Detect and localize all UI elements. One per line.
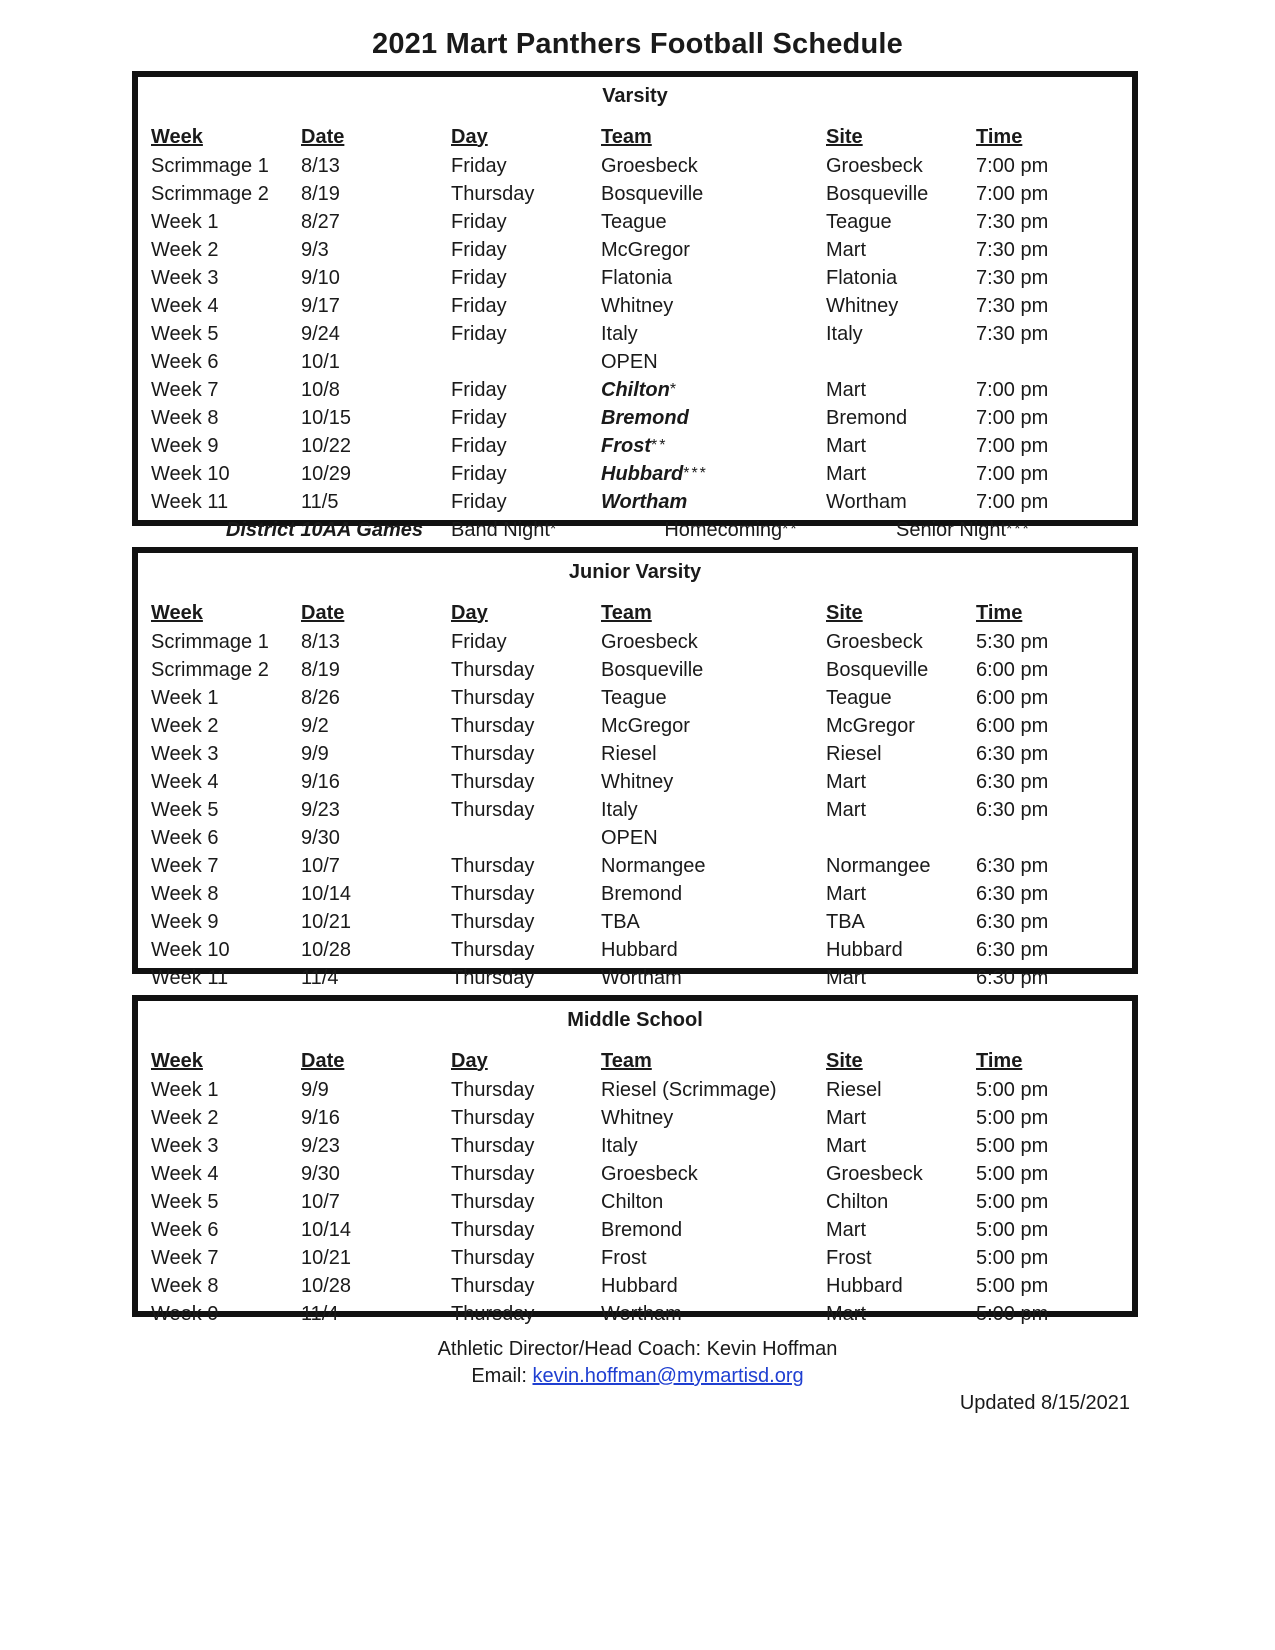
varsity-table <box>151 109 1126 544</box>
cell-time: 7:30 pm <box>976 211 1049 233</box>
cell-site: Mart <box>826 1135 866 1157</box>
cell-time: 5:30 pm <box>976 631 1049 653</box>
ms-table <box>151 1033 1126 1328</box>
cell-day: Friday <box>451 379 507 401</box>
cell-date: 9/24 <box>301 323 340 345</box>
cell-day: Friday <box>451 211 507 233</box>
director-line: Athletic Director/Head Coach: Kevin Hoffman <box>437 1338 838 1360</box>
cell-date: 10/1 <box>301 351 340 373</box>
cell-week: Week 6 <box>151 351 219 373</box>
cell-site: TBA <box>826 911 865 933</box>
cell-time: 7:30 pm <box>976 267 1049 289</box>
cell-day: Thursday <box>451 183 535 205</box>
cell-time: 7:00 pm <box>976 155 1049 177</box>
header-row <box>151 1045 1126 1076</box>
cell-team: Bremond <box>601 1219 683 1241</box>
jv-table <box>151 585 1126 992</box>
cell-day: Thursday <box>451 1219 535 1241</box>
schedule-row <box>151 796 1126 824</box>
cell-time: 6:30 pm <box>976 939 1049 961</box>
cell-week: Week 2 <box>151 1107 219 1129</box>
cell-date: 9/10 <box>301 267 340 289</box>
cell-date: 8/26 <box>301 687 340 709</box>
cell-team: Wortham <box>601 491 688 513</box>
cell-week: Scrimmage 1 <box>151 155 269 177</box>
cell-time: 5:00 pm <box>976 1191 1049 1213</box>
cell-team: Hubbard <box>601 1275 678 1297</box>
cell-time: 5:00 pm <box>976 1135 1049 1157</box>
schedule-row <box>151 1132 1126 1160</box>
cell-site: Italy <box>826 323 863 345</box>
cell-date: 11/5 <box>301 491 339 513</box>
page-title: 2021 Mart Panthers Football Schedule <box>372 28 903 60</box>
schedule-row <box>151 684 1126 712</box>
cell-site: Flatonia <box>826 267 898 289</box>
legend-band-night: Band Night <box>451 519 550 541</box>
cell-team: Whitney <box>601 295 674 317</box>
cell-time: 7:00 pm <box>976 379 1049 401</box>
cell-site: Mart <box>826 771 866 793</box>
cell-date: 10/22 <box>301 435 352 457</box>
cell-day: Thursday <box>451 855 535 877</box>
cell-week: Week 10 <box>151 463 230 485</box>
cell-week: Week 8 <box>151 1275 219 1297</box>
cell-team: OPEN <box>601 351 658 373</box>
cell-week: Week 9 <box>151 1303 219 1325</box>
cell-time <box>976 348 1126 376</box>
schedule-row <box>151 964 1126 992</box>
header-time: Time <box>976 125 1023 148</box>
cell-date: 10/15 <box>301 407 352 429</box>
cell-site: Mart <box>826 799 866 821</box>
cell-time: 6:30 pm <box>976 799 1049 821</box>
cell-week: Week 10 <box>151 939 230 961</box>
cell-time: 7:00 pm <box>976 407 1049 429</box>
schedule-row <box>151 320 1126 348</box>
ms-schedule <box>132 995 1138 1325</box>
cell-site: Teague <box>826 211 892 233</box>
cell-day: Thursday <box>451 1079 535 1101</box>
cell-team: Groesbeck <box>601 631 698 653</box>
cell-site: Mart <box>826 1303 866 1325</box>
cell-team: Groesbeck <box>601 155 698 177</box>
cell-week: Week 3 <box>151 743 219 765</box>
legend-homecoming: Homecoming <box>664 519 783 541</box>
cell-site: Mart <box>826 379 866 401</box>
cell-date: 9/30 <box>301 1163 340 1185</box>
cell-site: Teague <box>826 687 892 709</box>
schedule-row <box>151 1188 1126 1216</box>
cell-day: Thursday <box>451 659 535 681</box>
cell-site: Bremond <box>826 407 908 429</box>
cell-time: 7:30 pm <box>976 239 1049 261</box>
cell-time: 7:00 pm <box>976 463 1049 485</box>
cell-week: Week 1 <box>151 211 219 233</box>
header-site: Site <box>826 125 863 148</box>
schedule-row <box>151 1076 1126 1104</box>
cell-week: Week 4 <box>151 1163 219 1185</box>
cell-day: Thursday <box>451 1135 535 1157</box>
cell-time: 5:00 pm <box>976 1247 1049 1269</box>
cell-team: Wortham <box>601 1303 682 1325</box>
schedule-row <box>151 180 1126 208</box>
header-team: Team <box>601 601 652 624</box>
cell-week: Week 11 <box>151 491 229 513</box>
cell-team: Italy <box>601 1135 638 1157</box>
cell-date: 10/8 <box>301 379 340 401</box>
cell-day <box>451 824 601 852</box>
cell-week: Week 6 <box>151 827 219 849</box>
cell-day: Thursday <box>451 1275 535 1297</box>
cell-day: Friday <box>451 323 507 345</box>
schedule-row <box>151 908 1126 936</box>
cell-team: TBA <box>601 911 640 933</box>
cell-site: Normangee <box>826 855 931 877</box>
cell-day: Thursday <box>451 715 535 737</box>
cell-team: Flatonia <box>601 267 673 289</box>
cell-week: Week 3 <box>151 267 219 289</box>
cell-site: Wortham <box>826 491 907 513</box>
cell-day: Thursday <box>451 799 535 821</box>
cell-day: Thursday <box>451 771 535 793</box>
cell-date: 8/19 <box>301 659 340 681</box>
cell-week: Week 4 <box>151 771 219 793</box>
cell-date: 9/2 <box>301 715 329 737</box>
header-week: Week <box>151 1049 203 1072</box>
cell-date: 10/29 <box>301 463 352 485</box>
cell-day: Thursday <box>451 911 535 933</box>
cell-week: Week 5 <box>151 799 219 821</box>
cell-time: 7:00 pm <box>976 491 1049 513</box>
cell-site: Frost <box>826 1247 872 1269</box>
varsity-schedule <box>132 71 1138 541</box>
schedule-row <box>151 824 1126 852</box>
cell-team: Bosqueville <box>601 659 704 681</box>
header-date: Date <box>301 1049 345 1072</box>
header-team: Team <box>601 1049 652 1072</box>
cell-site: Mart <box>826 1107 866 1129</box>
email-link[interactable]: kevin.hoffman@mymartisd.org <box>532 1365 804 1387</box>
cell-date: 8/13 <box>301 631 340 653</box>
cell-date: 9/23 <box>301 1135 340 1157</box>
jv-heading: Junior Varsity <box>568 561 702 583</box>
cell-week: Week 7 <box>151 379 219 401</box>
cell-time <box>976 824 1126 852</box>
cell-week: Scrimmage 2 <box>151 659 269 681</box>
cell-date: 10/14 <box>301 883 352 905</box>
cell-day: Friday <box>451 491 507 513</box>
header-week: Week <box>151 125 203 148</box>
cell-team: Riesel (Scrimmage) <box>601 1079 777 1101</box>
cell-day: Friday <box>451 155 507 177</box>
cell-time: 5:00 pm <box>976 1107 1049 1129</box>
cell-day: Thursday <box>451 1191 535 1213</box>
cell-time: 7:30 pm <box>976 323 1049 345</box>
cell-date: 9/9 <box>301 743 329 765</box>
schedule-row <box>151 880 1126 908</box>
cell-team: Frost** <box>601 435 668 457</box>
cell-date: 10/7 <box>301 1191 340 1213</box>
cell-team: Chilton* <box>601 379 679 401</box>
cell-week: Scrimmage 1 <box>151 631 269 653</box>
schedule-row <box>151 936 1126 964</box>
cell-date: 10/14 <box>301 1219 352 1241</box>
cell-week: Week 11 <box>151 967 229 989</box>
header-site: Site <box>826 601 863 624</box>
schedule-row <box>151 1300 1126 1328</box>
cell-date: 9/3 <box>301 239 329 261</box>
cell-time: 5:00 pm <box>976 1219 1049 1241</box>
ms-heading: Middle School <box>567 1009 703 1031</box>
cell-day: Thursday <box>451 1107 535 1129</box>
schedule-row <box>151 852 1126 880</box>
cell-site: Hubbard <box>826 939 903 961</box>
cell-site <box>826 824 976 852</box>
cell-date: 8/27 <box>301 211 340 233</box>
header-team: Team <box>601 125 652 148</box>
cell-site: Riesel <box>826 1079 882 1101</box>
cell-time: 6:30 pm <box>976 911 1049 933</box>
cell-week: Week 8 <box>151 407 219 429</box>
jv-schedule <box>132 547 1138 989</box>
schedule-row <box>151 152 1126 180</box>
cell-site: Whitney <box>826 295 899 317</box>
schedule-row <box>151 712 1126 740</box>
cell-day: Friday <box>451 631 507 653</box>
cell-time: 5:00 pm <box>976 1079 1049 1101</box>
cell-day: Friday <box>451 295 507 317</box>
schedule-row <box>151 236 1126 264</box>
schedule-row <box>151 460 1126 488</box>
cell-site <box>826 348 976 376</box>
schedule-row <box>151 348 1126 376</box>
cell-week: Scrimmage 2 <box>151 183 269 205</box>
cell-time: 6:00 pm <box>976 659 1049 681</box>
cell-date: 9/17 <box>301 295 340 317</box>
cell-date: 10/21 <box>301 911 352 933</box>
cell-week: Week 2 <box>151 239 219 261</box>
cell-team: Normangee <box>601 855 706 877</box>
cell-time: 5:00 pm <box>976 1163 1049 1185</box>
cell-team: McGregor <box>601 239 690 261</box>
cell-team: Chilton <box>601 1191 664 1213</box>
schedule-row <box>151 404 1126 432</box>
schedule-row <box>151 1244 1126 1272</box>
cell-time: 6:00 pm <box>976 687 1049 709</box>
header-row <box>151 597 1126 628</box>
schedule-row <box>151 292 1126 320</box>
header-site: Site <box>826 1049 863 1072</box>
header-day: Day <box>451 1049 488 1072</box>
header-date: Date <box>301 125 345 148</box>
cell-day: Friday <box>451 463 507 485</box>
cell-date: 9/30 <box>301 827 340 849</box>
cell-team: Teague <box>601 211 667 233</box>
cell-site: Hubbard <box>826 1275 903 1297</box>
header-time: Time <box>976 1049 1023 1072</box>
legend-row: District 10AA Games Band Night* Homecoming** Senior Night*** <box>151 516 1126 544</box>
cell-site: Chilton <box>826 1191 889 1213</box>
cell-team: Whitney <box>601 1107 674 1129</box>
cell-site: Riesel <box>826 743 882 765</box>
cell-date: 10/28 <box>301 1275 352 1297</box>
cell-time: 6:00 pm <box>976 715 1049 737</box>
cell-day: Thursday <box>451 967 535 989</box>
header-date: Date <box>301 601 345 624</box>
cell-day: Thursday <box>451 687 535 709</box>
legend-district: District 10AA Games <box>225 519 423 541</box>
cell-date: 10/28 <box>301 939 352 961</box>
cell-time: 5:00 pm <box>976 1303 1049 1325</box>
cell-site: Groesbeck <box>826 1163 923 1185</box>
cell-team: Bremond <box>601 407 689 429</box>
cell-team: Whitney <box>601 771 674 793</box>
cell-day: Friday <box>451 407 507 429</box>
schedule-row <box>151 740 1126 768</box>
email-label: Email: <box>471 1365 527 1387</box>
cell-team: Hubbard <box>601 939 678 961</box>
cell-team: Italy <box>601 323 638 345</box>
cell-team: Riesel <box>601 743 657 765</box>
cell-week: Week 8 <box>151 883 219 905</box>
schedule-row <box>151 376 1126 404</box>
cell-week: Week 9 <box>151 911 219 933</box>
cell-team: Frost <box>601 1247 647 1269</box>
cell-day: Friday <box>451 267 507 289</box>
cell-date: 9/23 <box>301 799 340 821</box>
cell-time: 7:00 pm <box>976 435 1049 457</box>
cell-date: 10/21 <box>301 1247 352 1269</box>
schedule-row <box>151 768 1126 796</box>
cell-time: 6:30 pm <box>976 967 1049 989</box>
schedule-row <box>151 432 1126 460</box>
schedule-row <box>151 628 1126 656</box>
cell-week: Week 6 <box>151 1219 219 1241</box>
cell-time: 5:00 pm <box>976 1275 1049 1297</box>
cell-time: 6:30 pm <box>976 883 1049 905</box>
schedule-row <box>151 264 1126 292</box>
cell-site: Mart <box>826 967 866 989</box>
cell-team: Groesbeck <box>601 1163 698 1185</box>
cell-site: Mart <box>826 435 866 457</box>
cell-date: 11/4 <box>301 1303 339 1325</box>
cell-date: 8/19 <box>301 183 340 205</box>
cell-team: Teague <box>601 687 667 709</box>
cell-date: 9/9 <box>301 1079 329 1101</box>
cell-site: Mart <box>826 463 866 485</box>
cell-team: OPEN <box>601 827 658 849</box>
cell-week: Week 2 <box>151 715 219 737</box>
cell-date: 8/13 <box>301 155 340 177</box>
email-line <box>0 1365 1275 1388</box>
cell-site: McGregor <box>826 715 915 737</box>
header-row <box>151 121 1126 152</box>
cell-day: Thursday <box>451 743 535 765</box>
cell-time: 6:30 pm <box>976 771 1049 793</box>
cell-week: Week 1 <box>151 1079 219 1101</box>
cell-team: Hubbard*** <box>601 463 708 485</box>
cell-week: Week 5 <box>151 1191 219 1213</box>
schedule-row <box>151 208 1126 236</box>
cell-week: Week 4 <box>151 295 219 317</box>
schedule-row <box>151 1104 1126 1132</box>
cell-team: Wortham <box>601 967 682 989</box>
cell-day: Thursday <box>451 939 535 961</box>
cell-team: Italy <box>601 799 638 821</box>
schedule-row <box>151 656 1126 684</box>
cell-time: 7:00 pm <box>976 183 1049 205</box>
cell-date: 10/7 <box>301 855 340 877</box>
cell-site: Mart <box>826 883 866 905</box>
updated-date: Updated 8/15/2021 <box>959 1392 1130 1414</box>
header-day: Day <box>451 125 488 148</box>
cell-week: Week 3 <box>151 1135 219 1157</box>
cell-team: Bosqueville <box>601 183 704 205</box>
cell-site: Bosqueville <box>826 659 929 681</box>
cell-time: 6:30 pm <box>976 743 1049 765</box>
cell-day: Thursday <box>451 883 535 905</box>
cell-week: Week 9 <box>151 435 219 457</box>
legend-senior-night: Senior Night <box>896 519 1007 541</box>
cell-day: Friday <box>451 239 507 261</box>
cell-date: 11/4 <box>301 967 339 989</box>
cell-team: Bremond <box>601 883 683 905</box>
cell-site: Mart <box>826 239 866 261</box>
header-day: Day <box>451 601 488 624</box>
cell-week: Week 1 <box>151 687 219 709</box>
cell-week: Week 7 <box>151 855 219 877</box>
cell-day: Friday <box>451 435 507 457</box>
header-time: Time <box>976 601 1023 624</box>
schedule-row <box>151 488 1126 516</box>
cell-time: 7:30 pm <box>976 295 1049 317</box>
cell-site: Mart <box>826 1219 866 1241</box>
varsity-heading: Varsity <box>602 85 668 107</box>
schedule-row <box>151 1216 1126 1244</box>
cell-site: Bosqueville <box>826 183 929 205</box>
cell-site: Groesbeck <box>826 155 923 177</box>
cell-time: 6:30 pm <box>976 855 1049 877</box>
cell-date: 9/16 <box>301 771 340 793</box>
schedule-row <box>151 1272 1126 1300</box>
cell-week: Week 7 <box>151 1247 219 1269</box>
cell-week: Week 5 <box>151 323 219 345</box>
header-week: Week <box>151 601 203 624</box>
cell-day: Thursday <box>451 1247 535 1269</box>
schedule-row <box>151 1160 1126 1188</box>
cell-day: Thursday <box>451 1303 535 1325</box>
cell-date: 9/16 <box>301 1107 340 1129</box>
cell-team: McGregor <box>601 715 690 737</box>
cell-site: Groesbeck <box>826 631 923 653</box>
cell-day: Thursday <box>451 1163 535 1185</box>
cell-day <box>451 348 601 376</box>
